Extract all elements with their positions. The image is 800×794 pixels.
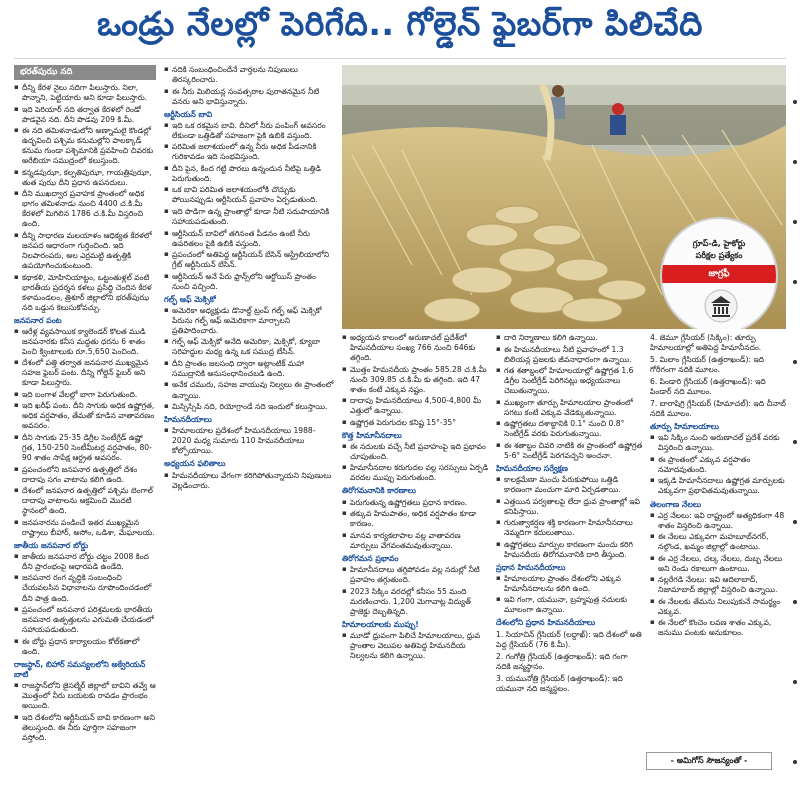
- list-item: ▪ ఈ నేలలో కొంచెం లవణ శాతం ఎక్కువ, జనుము పంటకు అనుకూలం.: [650, 618, 786, 638]
- list-item: 2. గంగోత్రి గ్లేసియర్ (ఉత్తరాఖండ్): ఇది గంగా నదికి జన్మస్థానం.: [496, 651, 628, 671]
- list-item: ▪ కన్నడపుఝా, కల్పతిపుఝా, గాయత్రిపుఝా, తుత పుఝ దీని ప్రధాన ఉపనదులు.: [14, 168, 156, 188]
- list-item: ▪ ఈ నదులకు వచ్చే నీటి ప్రవాహంపై ఇది ప్రభావం చూపుతుంది.: [342, 442, 490, 462]
- jute-harvest-photo: [342, 65, 786, 329]
- list-item: ▪ హిమాలయాల ప్రాంతం దేశంలోని ఎక్కువ హిమానీనదాలను కలిగి ఉంది.: [496, 574, 644, 594]
- list-item: ▪ దీన్ని కేరళ నైలు నదిగా పిలుస్తారు. నిలా, పొన్నాని, పెట్టియారు అని కూడా పిలుస్తారు.: [14, 83, 156, 103]
- list-item: ▪ జనపనారను పండించే ఇతర ముఖ్యమైన రాష్ట్రాలు బీహార్, అసోం, ఒడిశా, మేఘాలయ.: [14, 518, 156, 538]
- list-item: ▪ దారి నిర్మాణాలు కలిగి ఉన్నాయి.: [496, 333, 644, 343]
- list-item: ▪ గత శతాబ్దంలో హిమాలయాల్లో ఉష్ణోగ్రత 1.6 డిగ్రీల సెంటీగ్రేడ్ పెరిగినట్లు అధ్యయనాలు చెబుతున్నాయి.: [496, 366, 644, 396]
- subheading-retreat-impact: తిరోగమన ప్రభావం: [342, 553, 399, 563]
- ranked-glacier-list-continued: [650, 333, 786, 419]
- jute-board-list: [14, 552, 156, 657]
- list-item: ▪ కాలక్రమేణా మంచు పేరుకుపోయి ఒత్తిడి కారణంగా మంచుగా మారి ఏర్పడతాయి.: [496, 475, 644, 495]
- eastern-himalaya-list: [650, 433, 786, 496]
- subheading-jute-crop: జనపనార పంట: [14, 315, 62, 325]
- list-item: ▪ ఉష్ణోగ్రత పెరుగుదల కనిష్ట 15°-35°: [342, 418, 490, 428]
- exam-badge: [660, 217, 778, 329]
- badge-line-2: పరీక్షల ప్రత్యేకం: [695, 251, 743, 260]
- list-item: ▪ మొత్తం హిమనదీయ ప్రాంతం 585.28 చ.కి.మీ నుంచి 309.85 చ.కి.మీ కు తగ్గింది. ఇది 47 శాతం కంటే ఎక్కువ నష్టం.: [342, 365, 490, 395]
- list-item: ▪ ఇక్కడి హిమానీనదాలు ఉష్ణోగ్రత మార్పులకు ఎక్కువగా ప్రభావితమవుతున్నాయి.: [650, 476, 786, 496]
- list-item: ▪ దేశంలో జనపనార ఉత్పత్తిలో పశ్చిమ బెంగాల్ దాదాపు వాటాలను ఆక్రమించి మొదటి స్థానంలో ఉంది.: [14, 486, 156, 516]
- list-item: ▪ కథాకళి, మోహినియాట్టం, ఒట్టంతుళ్లల్ వంటి భారతీయ ప్రదర్శన కళలు ప్రసిద్ధి చెందిన కేరళ కళామండలం, త్రిశూర్ జిల్లాలోని భరత్‌పుఝ నది ఒడ్డున కెలుసుకోవచ్చు.: [14, 273, 156, 313]
- list-item: ▪ ఉష్ణోగ్రతలు మార్పుల కారణంగా మంచు కరిగి హిమనదీయ తిరోగమనానికి దారి తీస్తుంది.: [496, 540, 644, 560]
- margin-dots: [790, 60, 800, 790]
- list-item: 5. మిలాం గ్లేసియర్ (ఉత్తరాఖండ్): ఇది గోరీగంగా నదికి మూలం.: [650, 355, 765, 375]
- list-item: ▪ దీని ముఖద్వార ప్రవాహక ప్రాంతంలో అధిక భాగం తమిళనాడు నుంచి 4400 చ.కి.మీ కేరళలో మిగిలిన 1786 చ.కి.మీ విస్తరించి ఉంది.: [14, 189, 156, 229]
- list-item: ▪ ఆరేళ్ల వ్యవసాయిక క్యాలెండర్ కొలత ముడి జనపనారకు కనీస మద్దతు ధరను 6 శాతం పెంచి క్వింటాలుకు రూ.5,650 పెంచింది.: [14, 327, 156, 357]
- list-item: ▪ ఇది బంగాళ వేలల్లో బాగా పెరుగుతుంది.: [14, 390, 156, 400]
- list-item: ▪ హిమనదీయాలు వేగంగా కరిగిపోతున్నాయని నిపుణులు వెల్లడించారు.: [164, 471, 334, 491]
- list-item: ▪ హిమానీనదాలు తగ్గిపోవడం వల్ల నదుల్లో నీటి ప్రవాహం తగ్గుతుంది.: [342, 565, 490, 585]
- intro-list: [14, 83, 156, 312]
- list-item: ▪ ఒక బావి పరిమిత జలాశయంలోకి చొచ్చుకు పోయినప్పుడు ఆర్టీసియన్ ప్రవాహం ఏర్పడుతుంది.: [164, 185, 334, 205]
- subheading-new-glaciers: కొత్త హిమానీనదాలు: [342, 430, 402, 440]
- list-item: ▪ దీని పైన, కింద గట్టి పొరలు ఉన్నందున నీటిపై ఒత్తిడి పెరుగుతుంది.: [164, 164, 334, 184]
- impact-list: [342, 565, 490, 617]
- column-2: [164, 65, 334, 787]
- list-item: 7. బారాషిగ్రి గ్లేసియర్ (హిమాచల్): ఇది చీనాబ్ నదికి మూలం.: [650, 399, 786, 419]
- survey-list: [496, 475, 644, 560]
- list-item: ▪ ఈ నది తమిళనాడులోని అణ్నామలై కొండల్లో ఉద్భవించి పశ్చిమ కనుమల్లోని పాలక్కాడ్ కనుమ గుండా పశ్చిమానికి ప్రవహించి చివరకు అరేబియా సముద్రంలో కలుస్తుంది.: [14, 126, 156, 166]
- list-item: ▪ ఈ ఎర్ర నేలలు, చల్క నేలలు, దుబ్బ నేలలు అని రెండు రకాలుగా ఉంటాయి.: [650, 554, 786, 574]
- list-item: ▪ ఈ నీరు మిలియన్ల సంవత్సరాల పురాతనమైన నీటి వనరు అని భావిస్తున్నారు.: [164, 87, 334, 107]
- list-item: ▪ ఇవి గంగా, యమునా, బ్రహ్మపుత్ర నదులకు మూలంగా ఉన్నాయి.: [496, 595, 644, 615]
- column-4: [496, 333, 644, 787]
- list-item: ▪ ఉష్ణోగ్రతలు దశాబ్దానికి 0.1° నుంచి 0.8° సెంటీగ్రేడ్ వరకు పెరుగుతున్నాయి.: [496, 419, 644, 439]
- list-item: ▪ ఎత్తయిన పర్వతాలపై లేదా ధ్రువ ప్రాంతాల్లో ఇవి కనిపిస్తాయి.: [496, 497, 644, 517]
- section-heading-bharathapuzha: భరత్‌పుఝ నది: [14, 65, 156, 80]
- subheading-telangana-soils: తెలంగాణ నేలలు: [650, 499, 702, 509]
- list-item: ▪ ఎర్ర నేలలు: ఇవి రాష్ట్రంలో అత్యధికంగా 48 శాతం విస్తరించి ఉన్నాయి.: [650, 511, 786, 531]
- subheading-major-glaciers: ప్రధాన హిమనదీయాలు: [496, 562, 566, 572]
- list-item: ▪ అధ్యయన కాలంలో అరుణాచల్ ప్రదేశ్‌లో హిమనదీయాల సంఖ్య 766 నుంచి 646కు తగ్గింది.: [342, 333, 490, 363]
- list-item: ▪ ప్రపంచంలో అతిపెద్ద ఆర్టీసియన్ బేసిన్ ఆస్ట్రేలియాలోని గ్రేట్ ఆర్టీసియన్ బేసిన్.: [164, 250, 334, 270]
- list-item: ▪ గల్ఫ్ ఆఫ్ మెక్సికో అనేది అమెరికా, మెక్సికో, క్యూబా సరిహద్దుల మధ్య ఉన్న ఒక సముద్ర బేసిన్.: [164, 337, 334, 357]
- gulf-list: [164, 306, 334, 412]
- list-item: ▪ అమెరికా అధ్యక్షుడు డొనాల్డ్ ట్రంప్ గల్ఫ్ ఆఫ్ మెక్సికో పేరును గల్ఫ్ ఆఫ్ అమెరికాగా మార్చాలని ప్రతిపాదించారు.: [164, 306, 334, 336]
- list-item: ▪ ఈ నేలలకు తేమను నిలుపుకునే సామర్థ్యం ఎక్కువ.: [650, 597, 786, 617]
- list-item: ▪ ప్రపంచంలోని జనపనార ఉత్పత్తిలో దేశం దాదాపు సగం వాటాను కలిగి ఉంది.: [14, 465, 156, 485]
- list-item: ▪ అనేక చమురు, సహజ వాయువు నిల్వలు ఈ ప్రాంతంలో ఉన్నాయి.: [164, 380, 334, 400]
- artesian-list: [164, 121, 334, 292]
- list-item: ▪ ఈ బోర్డు ప్రధాన కార్యాలయం కోల్‌కతాలో ఉంది.: [14, 637, 156, 657]
- column-3: [342, 333, 490, 787]
- list-item: ▪ ప్రపంచంలో జనపనార పరిశ్రమలకు భారతీయ జనపనార ఉత్పత్తులను ఎగుమతి చేయడంలో సహాయపడుతుంది.: [14, 605, 156, 635]
- subheading-gulf-of-mexico: గల్ఫ్ ఆఫ్ మెక్సికో: [164, 294, 216, 304]
- list-item: 1. సియాచిన్ గ్లేసియర్ (లద్దాఖ్): ఇది దేశంలో అతి పెద్ద గ్లేసియర్ (76 కి.మీ).: [496, 629, 642, 649]
- list-item: ▪ గురుత్వాకర్షణ శక్తి కారణంగా హిమానీనదాలు నెమ్మదిగా కదులుతాయి.: [496, 518, 644, 538]
- list-item: ▪ దేశంలో పత్తి తర్వాత జనపనార ముఖ్యమైన సహజ ఫైబర్ పంట. దీన్ని గోల్డెన్ ఫైబర్ అని కూడా పిలుస్తారు.: [14, 358, 156, 388]
- list-item: ▪ ఆర్టీసియన్ బావిలో తగినంత పీడనం ఉంటే నీరు ఉపరితలం పైకి ఉబికి వస్తుంది.: [164, 229, 334, 249]
- new-glacier-list: [342, 442, 490, 484]
- building-icon: [704, 289, 738, 323]
- list-item: ▪ ఆర్టీసియన్ అనే పేరు ఫ్రాన్స్‌లోని ఆర్టోయిస్ ప్రాంతం నుంచి వచ్చింది.: [164, 272, 334, 292]
- list-item: ▪ జాతీయ జనపనార బోర్డు చట్టం 2008 కింద దీని ప్రారంభంపై ఆధారపడి ఉండేది.: [14, 552, 156, 572]
- subheading-artesian-well: ఆర్టీసియన్ బావి: [164, 109, 213, 119]
- column-5: [650, 333, 786, 787]
- list-item: ▪ పెరుగుతున్న ఉష్ణోగ్రతలు ప్రధాన కారణం.: [342, 498, 490, 508]
- worker-figure-right: [610, 103, 626, 135]
- subheading-artesian-well-news: రాజస్థాన్, బిహార్ సమస్యలలోని అక్వేరియన్ బాటి: [14, 659, 146, 679]
- major-glacier-list: [496, 574, 644, 616]
- list-item: ▪ 2023 సిక్కిం వరదల్లో కనీసం 55 మంది మరణించారు. 1,200 మెగావాట్ల విద్యుత్ ప్రాజెక్టు దెబ్బతిన్నది.: [342, 587, 490, 617]
- list-item: ▪ ఇది ఒక రకమైన బావి. దీనిలో నీరు పంపింగ్ అవసరం లేకుండా ఒత్తిడితో సహజంగా పైకి ఉబికి వస్తుంది.: [164, 121, 334, 141]
- list-item: ▪ దీన్ని సాధారణ మలయాళం ఆధిక్యత కేరళలో జనపద ఆధారంగా గుర్తించింది. ఇది నిలపారంపరు, అల ఎర్రమట్టి ఉత్పత్తికి ఉపయోగించుకుంటుంది.: [14, 231, 156, 271]
- badge-line-1: గ్రూప్-డి, హైకోర్టు: [692, 239, 746, 248]
- headline: ఒండ్రు నేలల్లో పెరిగేది.. గోల్డెన్ ఫైబర్‌గా పిలిచేది: [97, 3, 703, 43]
- signoff-credit: - అమిగోస్ సౌజన్యంతో -: [646, 752, 772, 770]
- subheading-retreat-causes: తిరోగమనానికి కారణాలు: [342, 486, 416, 496]
- jute-list: [14, 327, 156, 538]
- subheading-india-glaciers: దేశంలోని ప్రధాన హిమనదీయాలు: [496, 618, 596, 628]
- soil-list: [650, 511, 786, 639]
- subheading-study-results: అధ్యయన ఫలితాలు: [164, 459, 226, 469]
- list-item: ▪ నల్లరేగడి నేలలు: ఇవి ఆదిలాబాద్, నిజామాబాద్ జిల్లాల్లో విస్తరించి ఉన్నాయి.: [650, 575, 786, 595]
- subheading-eastern-himalayas: తూర్పు హిమాలయాలు: [650, 422, 719, 432]
- list-item: 3. యమునోత్రి గ్లేసియర్ (ఉత్తరాఖండ్): ఇది యమునా నది జన్మస్థలం.: [496, 673, 623, 693]
- list-item: ▪ పరిమిత జలాశయంలో ఉన్న నీరు అధిక పీడనానికి గురికావడం ఇది సంభవిస్తుంది.: [164, 142, 334, 162]
- study-list: [164, 471, 334, 491]
- list-item: ▪ ఈ నేలలు ఎక్కువగా మహబూబ్‌నగర్, నల్గొండ, ఖమ్మం జిల్లాల్లో ఉంటాయి.: [650, 532, 786, 552]
- list-item: ▪ మూడో ధ్రువంగా పిలిచే హిమాలయాలు, ధ్రువ ప్రాంతాల వెలుపల అతిపెద్ద హిమనదీయ నిల్వలను కలిగి ఉన్నాయి.: [342, 631, 490, 661]
- column-1: [14, 65, 156, 787]
- causes-list: [342, 498, 490, 551]
- list-item: ▪ ఇది పొడిగా ఉన్న ప్రాంతాల్లో కూడా నీటి సదుపాయానికి సహాయపడుతుంది.: [164, 207, 334, 227]
- list-item: 6. పిండారి గ్లేసియర్ (ఉత్తరాఖండ్): ఇది పిండార్ నది మూలం.: [650, 377, 766, 397]
- list-item: ▪ దీని సాగుకు 25-35 డిగ్రీల సెంటీగ్రేడ్ ఉష్ణో గ్రత, 150-250 సెంటీమీటర్ల వర్షపాతం, 80-90 శాతం సాపేక్ష ఆర్ద్రత అవసరం.: [14, 433, 156, 463]
- list-item: ▪ ఇది పెరియార్ నది తర్వాత కేరళలో రెండో పొడవైన నది. దీని పొడవు 209 కి.మీ.: [14, 105, 156, 125]
- intro-list: [342, 333, 490, 428]
- list-item: ▪ దాదాపు హిమనదీయాలు 4,500-4,800 మీ ఎత్తులో ఉన్నాయి.: [342, 396, 490, 416]
- intro-list: [164, 65, 334, 107]
- list-item: ▪ ముఖ్యంగా తూర్పు హిమాలయాల ప్రాంతంలో సగటు కంటే ఎక్కువ వేడెక్కుతున్నాయి.: [496, 398, 644, 418]
- list-item: ▪ నదికి సంబంధించిందేనే వార్తలను నిపుణులు తిరస్కరించారు.: [164, 65, 334, 85]
- list-item: ▪ మానవ కార్యకలాపాల వల్ల వాతావరణ మార్పులు వేగవంతమవుతున్నాయి.: [342, 531, 490, 551]
- subheading-glacier-survey: హిమనదీయాల సర్వేక్షణ: [496, 463, 568, 473]
- article-page: [14, 58, 786, 790]
- list-item: ▪ ఈ హిమనదీయాలు నీటి ప్రవాహంలో 1.3 బిలియన్ల ప్రజలకు జీవనాధారంగా ఉన్నాయి.: [496, 345, 644, 365]
- list-item: ▪ ఇది ఖరీఫ్ పంట. దీని సాగుకు అధిక ఉష్ణోగ్రత, అధిక వర్షపాతం, తేమతో కూడిన వాతావరణం అవసరం.: [14, 401, 156, 431]
- list-item: ▪ తక్కువ హిమపాతం, అధిక వర్షపాతం కూడా కారణం.: [342, 509, 490, 529]
- list-item: ▪ జనపనార రంగ వృద్ధికి సంబంధించి చేయవలసిన విధానాలను రూపొందించడంలో దీని పాత్ర ఉంది.: [14, 573, 156, 603]
- intro-list: [496, 333, 644, 461]
- list-item: ▪ ఇది దేశంలోని ఆర్టీసియన్ బావి కారణంగా అని తెలుస్తుంది. ఈ నీరు పూర్తిగా సహజంగా వస్తోంది.: [14, 713, 156, 743]
- list-item: ▪ హిమాలయాల ప్రదేశంలో హిమనదీయాలు 1988-2020 మధ్య సుమారు 110 హిమనదీయాలు కోల్పోయాయి.: [164, 426, 334, 456]
- subheading-himalaya-threat: హిమాలయాలకు ముప్పు!: [342, 619, 419, 629]
- list-item: ▪ రాజస్థాన్‌లోని జైసల్మేర్ జిల్లాలో బావిని తవ్వే ఆ మొత్తంలో నీరు బయటకు రావడం ప్రారంభం అయింది.: [14, 681, 156, 711]
- list-item: ▪ ఇవి సిక్కిం నుంచి అరుణాచల్ ప్రదేశ్ వరకు విస్తరించి ఉన్నాయి.: [650, 433, 786, 453]
- ranked-glacier-list: [496, 630, 644, 694]
- glacier-list: [164, 426, 334, 456]
- subheading-jute-board: జాతీయ జనపనార బోర్డు: [14, 540, 89, 550]
- list-item: ▪ మిస్సిస్సిపి నది, రియోగ్రాండే నది ఇందులో కలుస్తాయి.: [164, 402, 334, 412]
- list-item: ▪ హిమానీనదాల కరుగుదల వల్ల సరస్సులు ఏర్పడి వరదల ముప్పు పెరుగుతుంది.: [342, 463, 490, 483]
- badge-subject-band: జాగ్రఫీ: [662, 265, 776, 283]
- list-item: ▪ దీని ప్రాంతం జలసంధి ద్వారా అట్లాంటిక్ మహా సముద్రానికి అనుసంధానించబడి ఉంది.: [164, 359, 334, 379]
- list-item: 4. జెమూ గ్లేసియర్ (సిక్కిం): తూర్పు హిమాలయాల్లో అతిపెద్ద హిమానీనదం.: [650, 333, 762, 353]
- list-item: ▪ ఈ ప్రాంతంలో ఎక్కువ వర్షపాతం నమోదవుతుంది.: [650, 455, 786, 475]
- artesian-news-list: [14, 681, 156, 743]
- list-item: ▪ ఈ శతాబ్దం చివరి నాటికి ఈ ప్రాంతంలో ఉష్ణోగ్రత 5-6° సెంటీగ్రేడ్ పెరగవచ్చని అంచనా.: [496, 441, 644, 461]
- subheading-glaciers: హిమనదీయాలు: [164, 415, 212, 425]
- threat-list: [342, 631, 490, 661]
